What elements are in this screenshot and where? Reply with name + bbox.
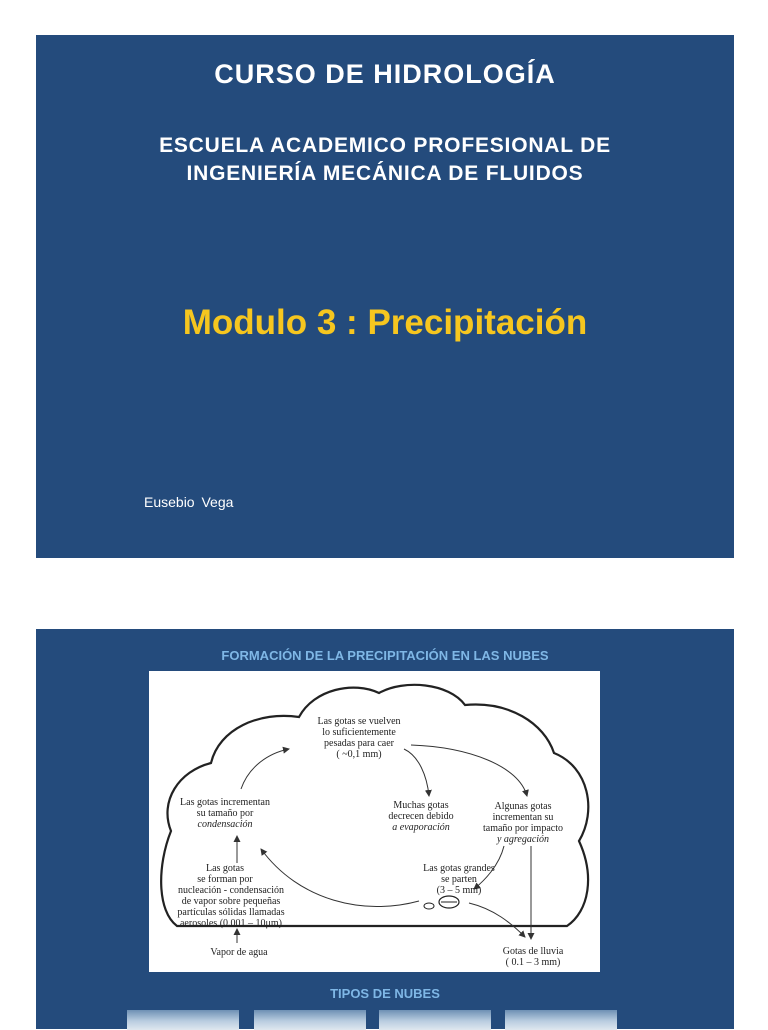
cloud-photo-1 [127,1010,239,1030]
fall-text-1: Las gotas se vuelven [317,716,401,727]
school-line-1: ESCUELA ACADEMICO PROFESIONAL DE [159,134,611,157]
rain-text-1: Gotas de lluvia [502,946,564,957]
small-drop-icon [424,903,434,909]
vapor-text: Vapor de agua [210,947,268,958]
condensation-text-1: Las gotas incrementan [180,797,270,808]
course-title: CURSO DE HIDROLOGÍA [214,59,556,89]
rain-text-2: ( 0.1 – 3 mm) [505,957,561,968]
impact-text-3: tamaño por impacto [483,823,563,834]
nucleation-text-6: aerosoles (0.001 – 10μm) [179,918,283,929]
cloud-photo-2 [254,1010,366,1030]
nucleation-text-2: se forman por [197,874,253,885]
evaporation-text-2: decrecen debido [388,811,454,822]
breakup-text-3: (3 – 5 mm) [436,885,482,896]
nucleation-text-1: Las gotas [205,863,245,874]
nucleation-text-4: de vapor sobre pequeñas [181,896,281,907]
arrow-breakup-to-rain [469,903,525,937]
evaporation-text-1: Muchas gotas [393,800,449,811]
impact-text-2: incrementan su [492,812,554,823]
school-name [36,132,734,188]
nucleation-text-5: partículas sólidas llamadas [177,907,285,918]
cloud-diagram-svg [149,671,600,972]
title-slide [36,35,734,558]
fall-text-4: ( ~0,1 mm) [336,749,382,760]
module-title: Modulo 3 : Precipitación [182,303,588,342]
fall-text-2: lo suficientemente [322,727,396,738]
nucleation-text-3: nucleación - condensación [177,885,285,896]
cloud-types-heading: TIPOS DE NUBES [330,986,440,1001]
precipitation-formation-slide [36,629,734,1029]
condensation-text-2: su tamaño por [196,808,254,819]
school-line-2: INGENIERÍA MECÁNICA DE FLUIDOS [186,162,584,185]
impact-text-1: Algunas gotas [494,801,552,812]
cloud-photo-3 [379,1010,491,1030]
impact-text-4: y agregación [496,834,550,845]
breakup-text-1: Las gotas grandes [423,863,495,874]
fall-text-3: pesadas para caer [324,738,394,749]
author-name: Eusebio Vega [144,494,234,510]
condensation-text-3: condensación [197,819,253,830]
precipitation-diagram [149,671,600,972]
evaporation-text-3: a evaporación [392,822,450,833]
breakup-text-2: se parten [441,874,477,885]
slide-title: FORMACIÓN DE LA PRECIPITACIÓN EN LAS NUBES [221,648,549,663]
cloud-photo-4 [505,1010,617,1030]
arrow-condensation-to-fall [241,749,289,789]
arrow-breakup-return [261,849,419,907]
arrow-fall-to-evaporation [404,749,429,796]
